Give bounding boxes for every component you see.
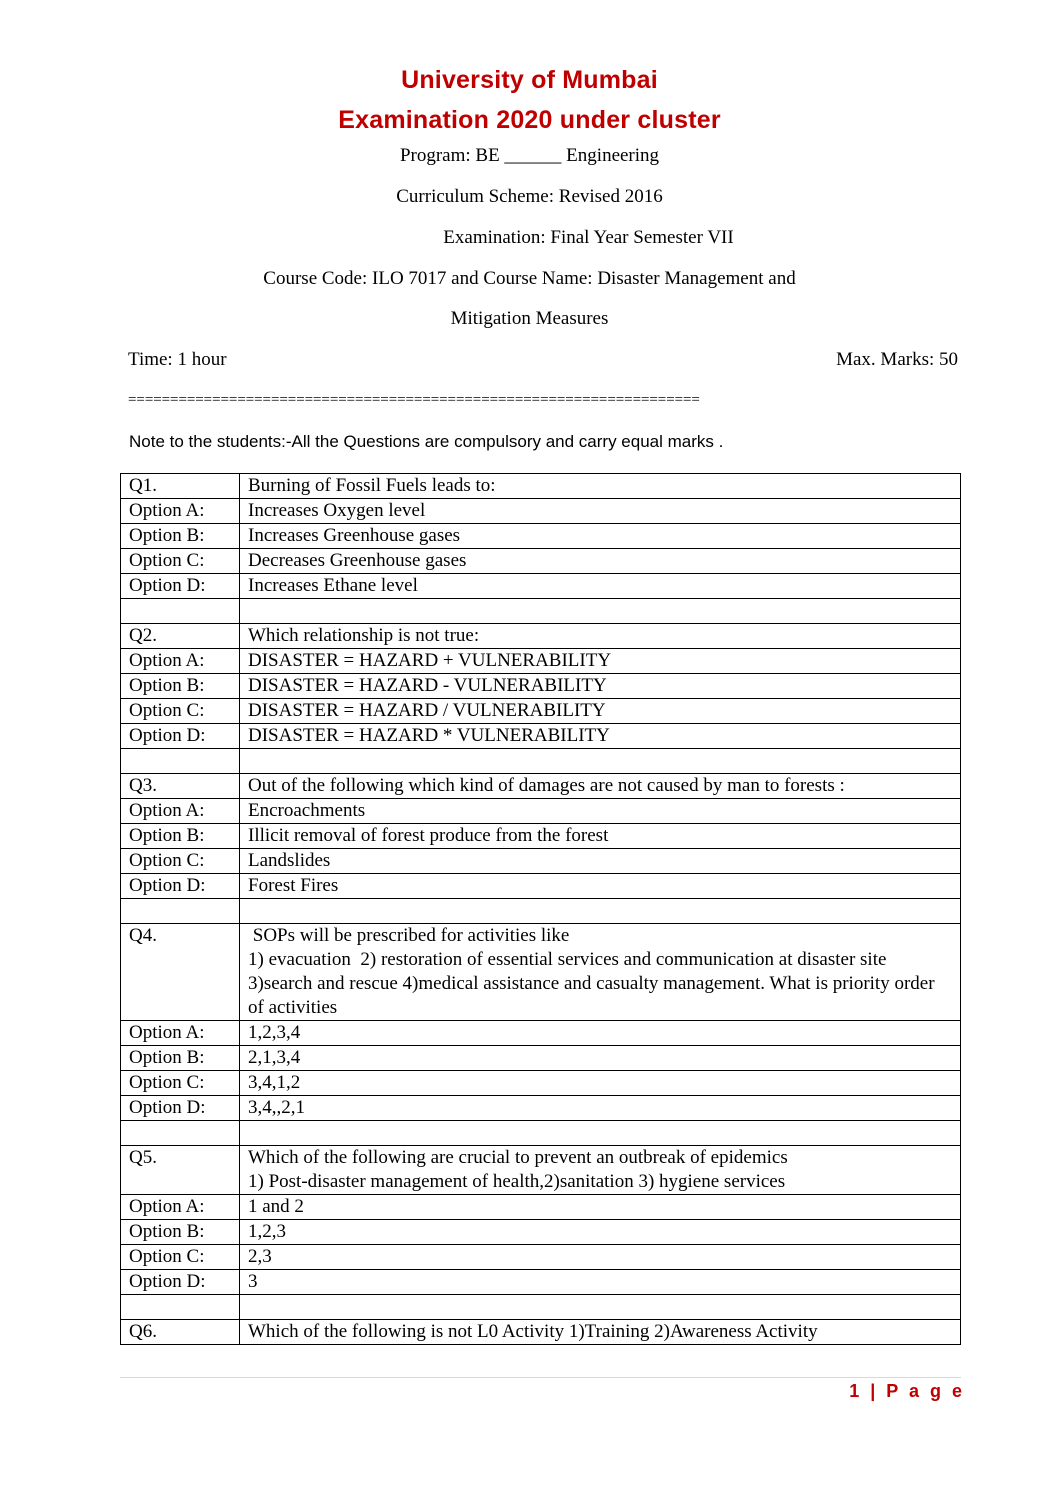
option-row bbox=[121, 699, 961, 724]
row-text: Burning of Fossil Fuels leads to: bbox=[240, 474, 961, 499]
row-label: Q1. bbox=[121, 474, 240, 499]
question-table bbox=[120, 473, 961, 1345]
option-row bbox=[121, 1046, 961, 1071]
option-row bbox=[121, 574, 961, 599]
row-label: Option A: bbox=[121, 1021, 240, 1046]
row-text: 3 bbox=[240, 1270, 961, 1295]
option-row bbox=[121, 799, 961, 824]
row-label: Option D: bbox=[121, 1270, 240, 1295]
option-row bbox=[121, 1096, 961, 1121]
examination-line: Examination: Final Year Semester VII bbox=[443, 227, 734, 248]
row-text: Increases Ethane level bbox=[240, 574, 961, 599]
row-label bbox=[121, 899, 240, 924]
exam-title: Examination 2020 under cluster bbox=[338, 106, 721, 134]
row-label: Option B: bbox=[121, 1220, 240, 1245]
row-text: SOPs will be prescribed for activities like 1) evacuation 2) restoration of essential services and communication at disaster site 3)search and rescue 4)medical assistance and casualty management. What is priority order of activities bbox=[240, 924, 961, 1021]
question-row bbox=[121, 624, 961, 649]
row-text: 3,4,,2,1 bbox=[240, 1096, 961, 1121]
university-title: University of Mumbai bbox=[401, 66, 658, 94]
row-label: Option B: bbox=[121, 1046, 240, 1071]
row-text: Decreases Greenhouse gases bbox=[240, 549, 961, 574]
option-row bbox=[121, 1021, 961, 1046]
option-row bbox=[121, 1270, 961, 1295]
row-text: Increases Oxygen level bbox=[240, 499, 961, 524]
row-label bbox=[121, 1295, 240, 1320]
row-text: 2,3 bbox=[240, 1245, 961, 1270]
spacer-row bbox=[121, 749, 961, 774]
spacer-row bbox=[121, 899, 961, 924]
row-text: 1,2,3 bbox=[240, 1220, 961, 1245]
option-row bbox=[121, 724, 961, 749]
option-row bbox=[121, 1220, 961, 1245]
row-text: Out of the following which kind of damages are not caused by man to forests : bbox=[240, 774, 961, 799]
row-label: Option D: bbox=[121, 724, 240, 749]
row-text: Which relationship is not true: bbox=[240, 624, 961, 649]
row-text: 3,4,1,2 bbox=[240, 1071, 961, 1096]
row-label: Option C: bbox=[121, 1071, 240, 1096]
row-text: Encroachments bbox=[240, 799, 961, 824]
row-text: Which of the following is not L0 Activity 1)Training 2)Awareness Activity bbox=[240, 1320, 961, 1345]
row-text: Increases Greenhouse gases bbox=[240, 524, 961, 549]
row-label: Option C: bbox=[121, 1245, 240, 1270]
scheme-line: Curriculum Scheme: Revised 2016 bbox=[396, 186, 663, 207]
option-row bbox=[121, 674, 961, 699]
row-text bbox=[240, 1295, 961, 1320]
row-label: Option A: bbox=[121, 499, 240, 524]
question-row bbox=[121, 1320, 961, 1345]
program-line: Program: BE ______ Engineering bbox=[399, 145, 660, 166]
row-label: Q3. bbox=[121, 774, 240, 799]
row-text: DISASTER = HAZARD * VULNERABILITY bbox=[240, 724, 961, 749]
question-row bbox=[121, 1146, 961, 1195]
row-label: Option D: bbox=[121, 1096, 240, 1121]
option-row bbox=[121, 549, 961, 574]
option-row bbox=[121, 874, 961, 899]
option-row bbox=[121, 524, 961, 549]
question-row bbox=[121, 474, 961, 499]
row-text bbox=[240, 899, 961, 924]
row-label: Option B: bbox=[121, 524, 240, 549]
row-text: Which of the following are crucial to prevent an outbreak of epidemics 1) Post-disaster management of health,2)sanitation 3) hygiene services bbox=[240, 1146, 961, 1195]
option-row bbox=[121, 1195, 961, 1220]
row-text: Forest Fires bbox=[240, 874, 961, 899]
row-label: Q2. bbox=[121, 624, 240, 649]
option-row bbox=[121, 1071, 961, 1096]
option-row bbox=[121, 649, 961, 674]
row-label: Option C: bbox=[121, 849, 240, 874]
note-to-students: Note to the students:-All the Questions are compulsory and carry equal marks . bbox=[129, 432, 724, 451]
row-label: Option D: bbox=[121, 574, 240, 599]
row-text bbox=[240, 599, 961, 624]
question-row bbox=[121, 774, 961, 799]
row-text: DISASTER = HAZARD + VULNERABILITY bbox=[240, 649, 961, 674]
row-label bbox=[121, 1121, 240, 1146]
separator-rule: ==================================================================== bbox=[128, 392, 700, 408]
row-label bbox=[121, 749, 240, 774]
page-number: 1 | P a g e bbox=[849, 1381, 965, 1401]
row-label: Option D: bbox=[121, 874, 240, 899]
max-marks-label: Max. Marks: 50 bbox=[836, 349, 958, 370]
spacer-row bbox=[121, 1121, 961, 1146]
row-label: Option C: bbox=[121, 549, 240, 574]
row-label: Option A: bbox=[121, 649, 240, 674]
option-row bbox=[121, 499, 961, 524]
row-label: Q6. bbox=[121, 1320, 240, 1345]
row-text: Illicit removal of forest produce from the forest bbox=[240, 824, 961, 849]
row-text: DISASTER = HAZARD - VULNERABILITY bbox=[240, 674, 961, 699]
row-label: Option C: bbox=[121, 699, 240, 724]
row-label: Q5. bbox=[121, 1146, 240, 1195]
spacer-row bbox=[121, 599, 961, 624]
row-text bbox=[240, 749, 961, 774]
row-text bbox=[240, 1121, 961, 1146]
row-text: Landslides bbox=[240, 849, 961, 874]
course-line-1: Course Code: ILO 7017 and Course Name: Disaster Management and bbox=[263, 268, 796, 289]
question-row bbox=[121, 924, 961, 1021]
row-label: Option B: bbox=[121, 824, 240, 849]
row-label: Option A: bbox=[121, 1195, 240, 1220]
footer-divider bbox=[120, 1377, 961, 1378]
row-text: 1,2,3,4 bbox=[240, 1021, 961, 1046]
option-row bbox=[121, 849, 961, 874]
row-label: Q4. bbox=[121, 924, 240, 1021]
row-label bbox=[121, 599, 240, 624]
row-text: 2,1,3,4 bbox=[240, 1046, 961, 1071]
spacer-row bbox=[121, 1295, 961, 1320]
option-row bbox=[121, 1245, 961, 1270]
row-label: Option B: bbox=[121, 674, 240, 699]
option-row bbox=[121, 824, 961, 849]
course-line-2: Mitigation Measures bbox=[450, 308, 609, 329]
row-text: 1 and 2 bbox=[240, 1195, 961, 1220]
time-label: Time: 1 hour bbox=[128, 349, 227, 370]
row-text: DISASTER = HAZARD / VULNERABILITY bbox=[240, 699, 961, 724]
row-label: Option A: bbox=[121, 799, 240, 824]
